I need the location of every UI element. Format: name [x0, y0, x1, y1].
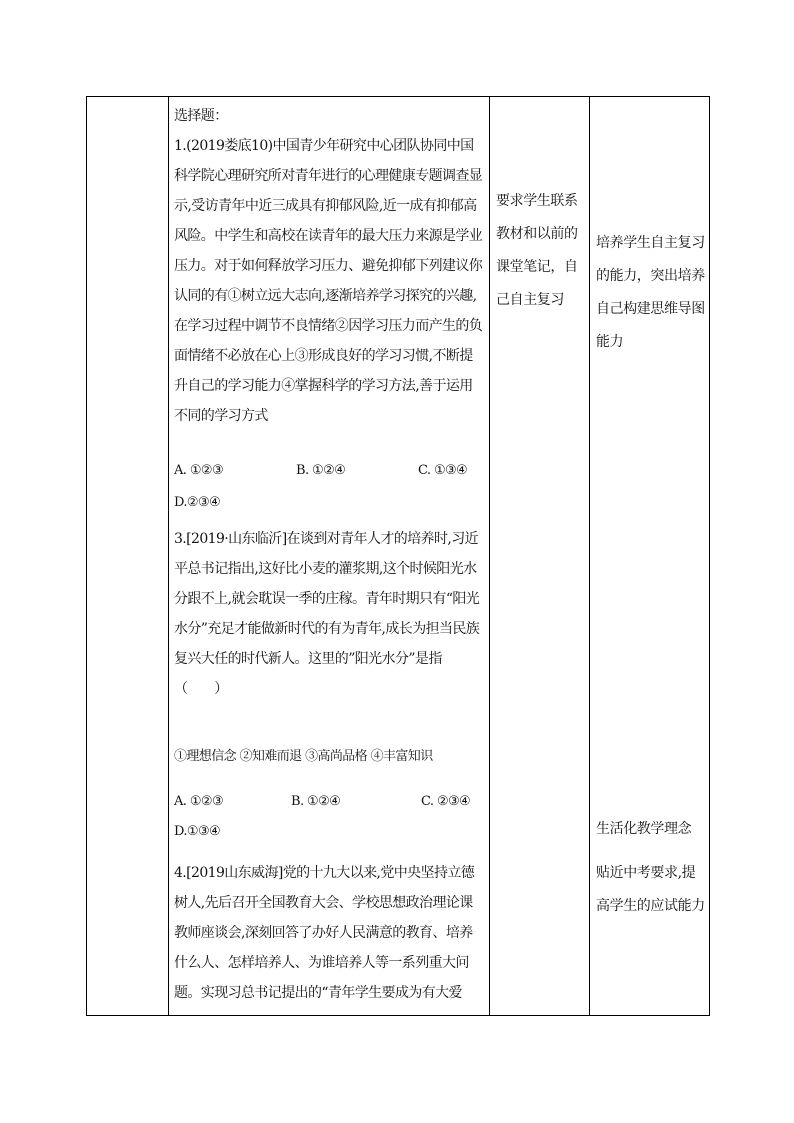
design-intent-cell [590, 97, 710, 1016]
q1-option-c: C. ①③④ [418, 463, 468, 478]
q1-option-d: D.②③④ [174, 495, 221, 510]
q1-option-a: A. ①②③ [174, 463, 224, 478]
q3-option-a: A. ①②③ [174, 794, 224, 809]
section-label: 选择题： [174, 108, 228, 124]
question-4-stem: 4.[2019山东威海]党的十九大以来,党中央坚持立德树人,先后召开全国教育大会、学校思想政治理论课教师座谈会,深刻回答了办好人民满意的教育、培养什么人、怎样培养人、为谁培养人等一系列重大问题。实现习总书记提出的“青年学生要成为有大爱 [174, 865, 475, 1001]
q3-option-c: C. ②③④ [421, 794, 471, 809]
design-intent-3: 贴近中考要求,提高学生的应试能力 [596, 865, 705, 914]
question-3-stem: 3.[2019·山东临沂]在谈到对青年人才的培养时,习近平总书记指出,这好比小麦的灌浆期,这个时候阳光水分跟不上,就会耽误一季的庄稼。青年时期只有“阳光水分”充足才能做新时代的有为青年,成长为担当民族复兴大任的时代新人。这里的”阳光水分”是指（ ） [174, 531, 480, 697]
question-3-choices: ①理想信念 ②知难而退 ③高尚品格 ④丰富知识 [174, 749, 433, 764]
question-cell [169, 97, 490, 1016]
q3-option-d: D.①③④ [174, 824, 221, 839]
student-activity-text: 要求学生联系教材和以前的课堂笔记，自己自主复习 [496, 193, 578, 308]
student-activity-cell [490, 97, 590, 1016]
design-intent-2: 生活化教学理念 [596, 821, 692, 837]
q3-option-b: B. ①②④ [291, 794, 341, 809]
question-3-options [174, 792, 484, 812]
question-1-options [174, 461, 484, 481]
q1-option-b: B. ①②④ [296, 463, 346, 478]
table-row [87, 97, 710, 1016]
design-intent-1: 培养学生自主复习的能力，突出培养自己构建思维导图能力 [596, 235, 705, 350]
lesson-plan-table [86, 96, 710, 1016]
empty-cell [87, 97, 169, 1016]
question-1-stem: 1.(2019娄底10)中国青少年研究中心团队协同中国科学院心理研究所对青年进行的心理健康专题调查显示,受访青年中近三成具有抑郁风险,近一成有抑郁高风险。中学生和高校在读青年的最大压力来源是学业压力。对于如何释放学习压力、避免抑郁下列建议你认同的有①树立远大志向,逐渐培养学习探究的兴趣,在学习过程中调节不良情绪②因学习压力而产生的负面情绪不必放在心上③形成良好的学习习惯,不断提升自己的学习能力④掌握科学的学习方法,善于运用不同的学习方式 [174, 138, 483, 424]
